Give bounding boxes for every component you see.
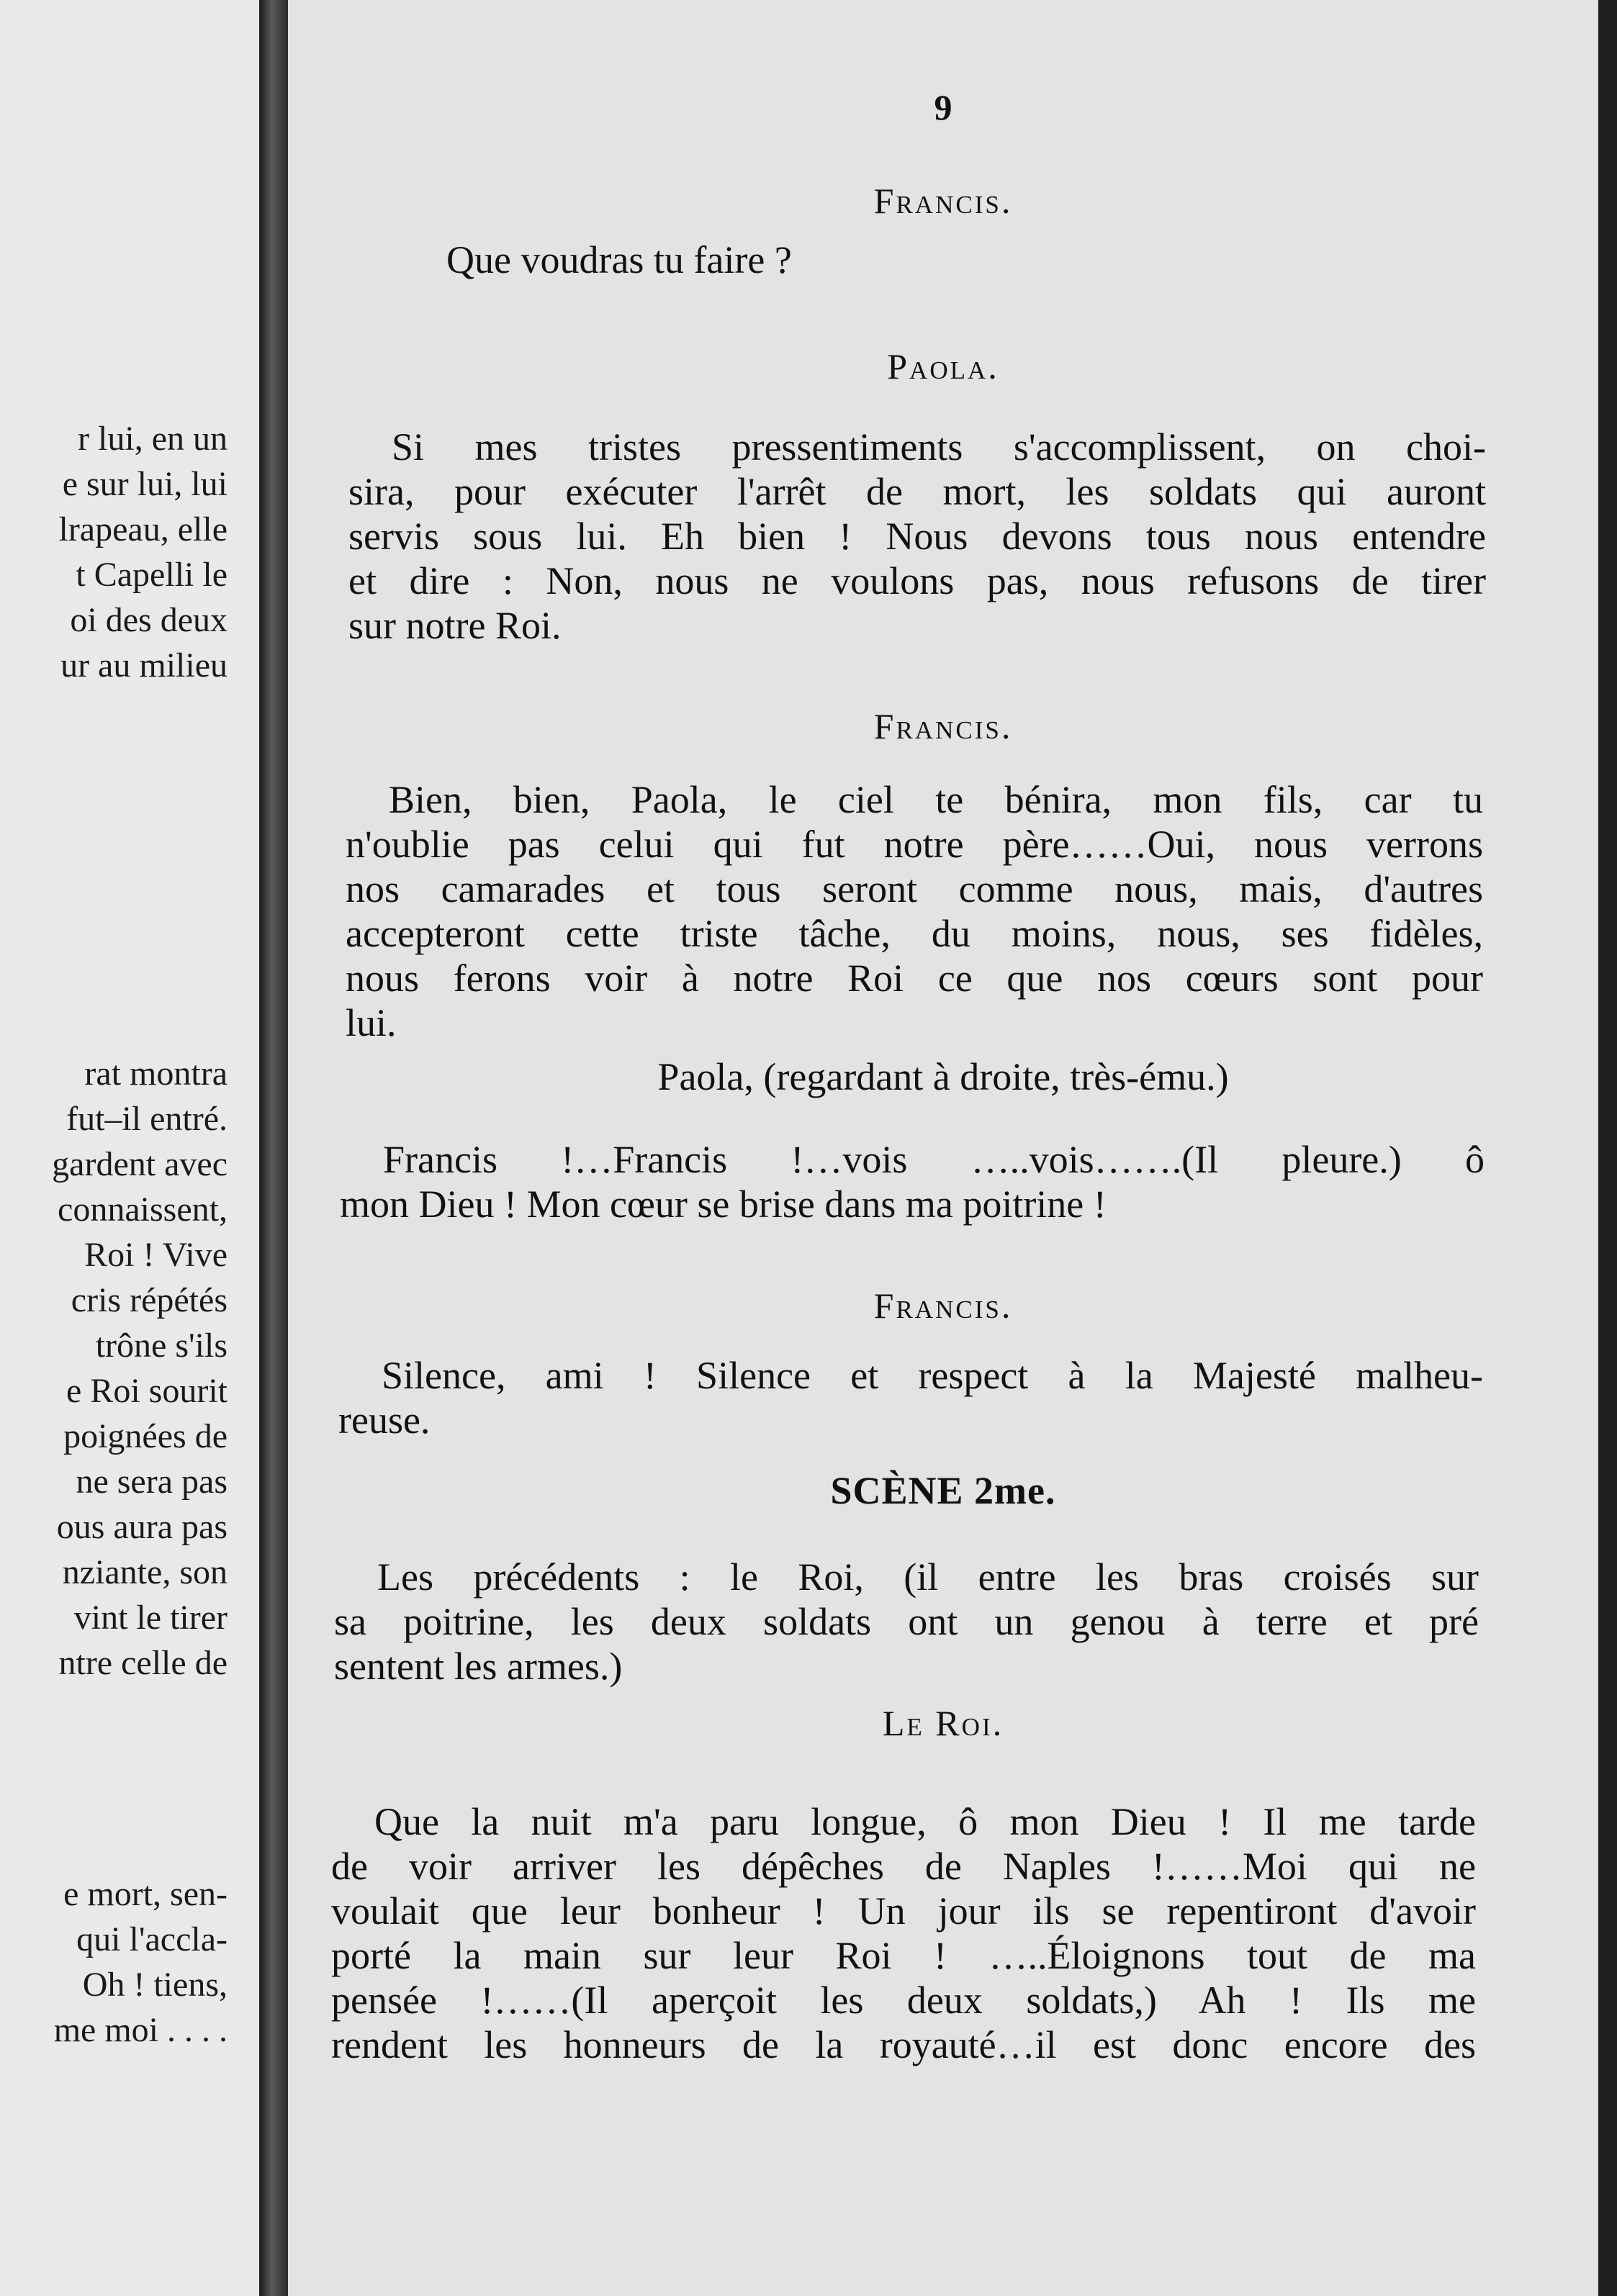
left-line: t Capelli le — [76, 556, 228, 594]
left-page-fragment — [0, 0, 259, 2296]
text-line: et dire : Non, nous ne voulons pas, nous refusons de tirer — [348, 559, 1486, 602]
book-gutter — [259, 0, 288, 2296]
speaker-paola: Paola. — [887, 346, 999, 387]
text-line: nos camarades et tous seront comme nous, mais, d'autres — [346, 867, 1483, 910]
left-line: nziante, son — [62, 1553, 228, 1591]
paragraph-bien-bien — [346, 777, 1483, 1045]
left-line: e mort, sen- — [63, 1875, 228, 1913]
left-line: e Roi sourit — [66, 1372, 228, 1410]
text-line: n'oublie pas celui qui fut notre père……Oui, nous verrons — [346, 823, 1483, 866]
text-line: de voir arriver les dépêches de Naples !……Moi qui ne — [331, 1845, 1476, 1888]
left-line: ntre celle de — [58, 1644, 228, 1682]
text-line: sa poitrine, les deux soldats ont un genou à terre et pré — [334, 1600, 1479, 1643]
text-line: voulait que leur bonheur ! Un jour ils se repentiront d'avoir — [331, 1889, 1476, 1933]
text-line: porté la main sur leur Roi ! …..Éloignons tout de ma — [331, 1934, 1476, 1977]
text-line: accepteront cette triste tâche, du moins, nous, ses fidèles, — [346, 912, 1483, 955]
text-line: sira, pour exécuter l'arrêt de mort, les soldats qui auront — [348, 470, 1486, 513]
left-text-block-2 — [0, 1051, 228, 1686]
text-line: Bien, bien, Paola, le ciel te bénira, mon fils, car tu — [389, 778, 1483, 821]
speaker-francis: Francis. — [873, 1285, 1013, 1326]
left-line: trône s'ils — [95, 1326, 228, 1365]
paragraph-si-mes-tristes — [348, 425, 1486, 648]
text-line: Les précédents : le Roi, (il entre les bras croisés sur — [377, 1555, 1479, 1599]
left-line: poignées de — [63, 1417, 228, 1455]
left-text-block-1 — [0, 416, 228, 688]
left-line: connaissent, — [58, 1190, 228, 1229]
left-line: fut–il entré. — [66, 1100, 228, 1138]
text-line: Silence, ami ! Silence et respect à la Majesté malheu- — [382, 1354, 1483, 1397]
text-line: rendent les honneurs de la royauté…il est donc encore des — [331, 2023, 1476, 2066]
right-page — [288, 0, 1598, 2296]
left-line: vint le tirer — [73, 1599, 228, 1637]
left-line: lrapeau, elle — [58, 510, 228, 548]
text-line: reuse. — [338, 1398, 431, 1442]
paragraph-silence — [338, 1353, 1483, 1442]
left-line: cris répétés — [71, 1281, 228, 1319]
left-line: r lui, en un — [78, 420, 228, 458]
text-line: sur notre Roi. — [348, 604, 562, 647]
speaker-paola-stage-direction: Paola, (regardant à droite, très-ému.) — [657, 1055, 1229, 1098]
left-line: gardent avec — [52, 1145, 228, 1183]
paragraph-francis-cry — [340, 1137, 1485, 1226]
text-line: Que la nuit m'a paru longue, ô mon Dieu ! Il me tarde — [374, 1800, 1476, 1843]
text-line: servis sous lui. Eh bien ! Nous devons tous nous entendre — [348, 515, 1486, 558]
text-line: nous ferons voir à notre Roi ce que nos cœurs sont pour — [346, 957, 1483, 1000]
text-line: pensée !……(Il aperçoit les deux soldats,) Ah ! Ils me — [331, 1979, 1476, 2022]
left-line: rat montra — [84, 1054, 228, 1093]
left-line: Roi ! Vive — [84, 1236, 228, 1274]
scene-heading: SCÈNE 2me. — [830, 1469, 1056, 1512]
text-line: sentent les armes.) — [334, 1645, 623, 1688]
left-line: e sur lui, lui — [62, 465, 228, 503]
text-line: lui. — [346, 1001, 397, 1044]
paragraph-stage-direction — [334, 1555, 1479, 1689]
left-line: ne sera pas — [76, 1463, 228, 1501]
left-line: ous aura pas — [56, 1508, 228, 1546]
text-line: Si mes tristes pressentiments s'accomplissent, on choi- — [392, 425, 1486, 469]
left-text-block-3 — [0, 1871, 228, 2053]
text-line: Francis !…Francis !…vois …..vois…….(Il pleure.) ô — [383, 1138, 1485, 1181]
line-que-voudras: Que voudras tu faire ? — [446, 238, 792, 281]
text-line: mon Dieu ! Mon cœur se brise dans ma poitrine ! — [340, 1183, 1107, 1226]
book-right-edge — [1598, 0, 1617, 2296]
left-line: oi des deux — [70, 601, 228, 639]
page-number: 9 — [934, 87, 952, 127]
speaker-francis: Francis. — [873, 706, 1013, 746]
speaker-francis: Francis. — [873, 181, 1013, 221]
left-line: me moi . . . . — [53, 2011, 228, 2049]
left-line: qui l'accla- — [76, 1920, 228, 1958]
left-line: ur au milieu — [60, 646, 228, 684]
speaker-le-roi: Le Roi. — [882, 1703, 1004, 1743]
left-line: Oh ! tiens, — [82, 1966, 228, 2004]
paragraph-roi — [331, 1799, 1476, 2067]
